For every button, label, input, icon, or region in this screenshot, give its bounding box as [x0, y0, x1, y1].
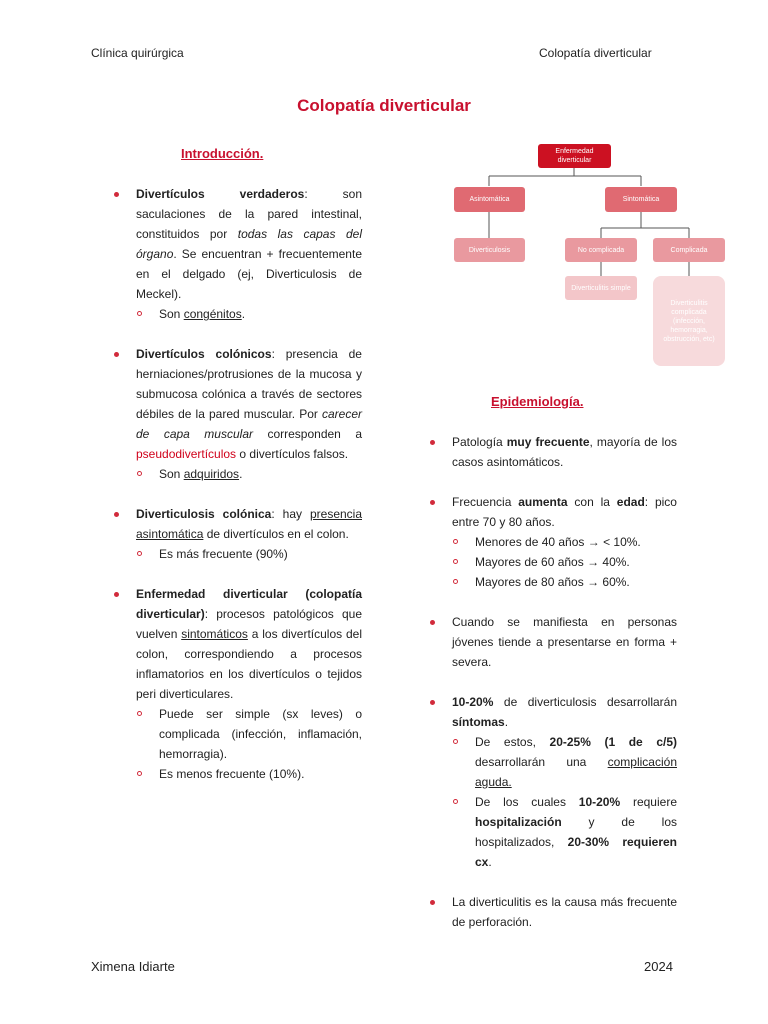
- header-left: Clínica quirúrgica: [91, 46, 184, 60]
- sub-list-item: Es menos frecuente (10%).: [114, 764, 362, 784]
- sub-list-item: Son adquiridos.: [114, 464, 362, 484]
- sub-list-item: De estos, 20-25% (1 de c/5) desarrollarán una complicación aguda.: [430, 732, 677, 792]
- circle-bullet-icon: [453, 799, 458, 804]
- list-item: Enfermedad diverticular (colopatía diverticular): procesos patológicos que vuelven sintomáticos a los divertículos del colon, correspondiendo a procesos inflamatorios en los divertículos o tejidos peri diverticulares. Puede ser simple (sx leves) o complicada (infección, inflamación, hemorragia). Es menos frecuente (10%).: [114, 584, 362, 784]
- epi-column: [430, 432, 677, 950]
- bullet-icon: [430, 500, 435, 505]
- circle-bullet-icon: [453, 559, 458, 564]
- diagram-node-no-complicada: No complicada: [565, 238, 637, 262]
- page-title: Colopatía diverticular: [297, 96, 471, 115]
- diagram-node-root: Enfermedad diverticular: [538, 144, 611, 168]
- diagram-node-sintomatica: Sintomática: [605, 187, 677, 212]
- list-item: Diverticulosis colónica: hay presencia asintomática de divertículos en el colon. Es más frecuente (90%): [114, 504, 362, 564]
- bullet-icon: [430, 900, 435, 905]
- list-item: Patología muy frecuente, mayoría de los casos asintomáticos.: [430, 432, 677, 472]
- circle-bullet-icon: [453, 739, 458, 744]
- list-item: Divertículos colónicos: presencia de herniaciones/protrusiones de la mucosa y submucosa colónica a través de sectores débiles de la pared muscular. Por carecer de capa muscular corresponden a pseudodivertículos o divertículos falsos. Son adquiridos.: [114, 344, 362, 484]
- sub-list-item: Puede ser simple (sx leves) o complicada (infección, inflamación, hemorragia).: [114, 704, 362, 764]
- list-item: Divertículos verdaderos: son saculaciones de la pared intestinal, constituidos por todas las capas del órgano. Se encuentran + frecuentemente en el delgado (ej, Diverticulosis de Meckel). Son congénitos.: [114, 184, 362, 324]
- footer-author: Ximena Idiarte: [91, 959, 175, 974]
- circle-bullet-icon: [453, 539, 458, 544]
- list-item: La diverticulitis es la causa más frecuente de perforación.: [430, 892, 677, 932]
- circle-bullet-icon: [453, 579, 458, 584]
- sub-list-item: Son congénitos.: [114, 304, 362, 324]
- diagram-node-diverticulosis: Diverticulosis: [454, 238, 525, 262]
- epi-heading: Epidemiología.: [491, 394, 584, 409]
- header-right: Colopatía diverticular: [539, 46, 652, 60]
- list-item: Frecuencia aumenta con la edad: pico entre 70 y 80 años. Menores de 40 años → < 10%. Mayores de 60 años → 40%. Mayores de 80 años → 60%.: [430, 492, 677, 592]
- sub-list-item: Es más frecuente (90%): [114, 544, 362, 564]
- sub-list-item: De los cuales 10-20% requiere hospitalización y de los hospitalizados, 20-30% requieren cx.: [430, 792, 677, 872]
- intro-heading: Introducción.: [181, 146, 264, 161]
- list-item: 10-20% de diverticulosis desarrollarán síntomas. De estos, 20-25% (1 de c/5) desarrollarán una complicación aguda. De los cuales 10-20% requiere hospitalización y de los hospitalizados, 20-30% requieren cx.: [430, 692, 677, 872]
- diagram-node-diverticulitis-complicada: Diverticulitis complicada (infección, hemorragia, obstrucción, etc): [653, 276, 725, 366]
- bullet-icon: [430, 620, 435, 625]
- diagram-node-diverticulitis-simple: Diverticulitis simple: [565, 276, 637, 300]
- bullet-icon: [430, 440, 435, 445]
- bullet-icon: [430, 700, 435, 705]
- diagram-node-asintomatica: Asintomática: [454, 187, 525, 212]
- footer-year: 2024: [644, 959, 673, 974]
- sub-list-item: Menores de 40 años → < 10%.: [430, 532, 677, 552]
- list-item: Cuando se manifiesta en personas jóvenes tiende a presentarse en forma + severa.: [430, 612, 677, 672]
- diagram-node-complicada: Complicada: [653, 238, 725, 262]
- sub-list-item: Mayores de 80 años → 60%.: [430, 572, 677, 592]
- sub-list-item: Mayores de 60 años → 40%.: [430, 552, 677, 572]
